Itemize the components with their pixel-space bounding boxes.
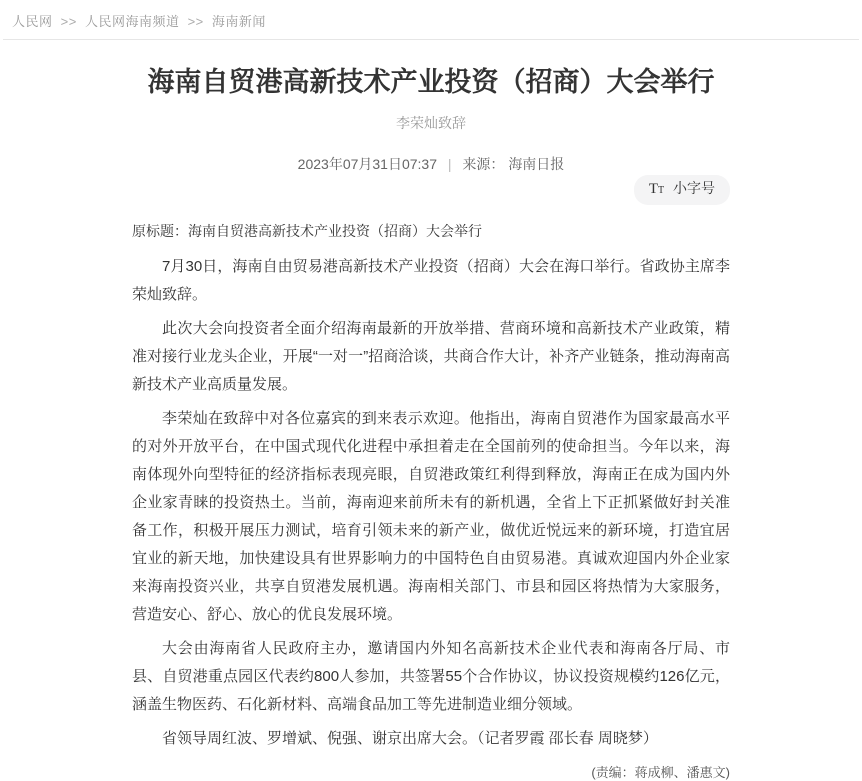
breadcrumb-separator: >> [60, 14, 77, 29]
font-size-icon: T [648, 181, 658, 197]
paragraph: 大会由海南省人民政府主办，邀请国内外知名高新技术企业代表和海南各厅局、市县、自贸港重点园区代表约800人参加，共签署55个合作协议，协议投资规模约126亿元，涵盖生物医药、石化新材料、高端食品加工等先进制造业细分领域。 [132, 640, 730, 713]
original-title: 原标题：海南自贸港高新技术产业投资（招商）大会举行 [132, 223, 482, 239]
breadcrumb-item-channel[interactable]: 人民网海南频道 [84, 14, 180, 29]
breadcrumb-item-home[interactable]: 人民网 [12, 14, 53, 29]
paragraph: 7月30日，海南自由贸易港高新技术产业投资（招商）大会在海口举行。省政协主席李荣灿致辞。 [132, 258, 730, 303]
breadcrumb [0, 0, 862, 30]
font-size-icon-small: T [658, 185, 665, 196]
article-toolbar [132, 175, 730, 203]
article-body [132, 253, 730, 753]
font-size-label: 小字号 [673, 180, 715, 196]
source-link[interactable]: 海南日报 [508, 156, 565, 172]
paragraph: 此次大会向投资者全面介绍海南最新的开放举措、营商环境和高新技术产业政策，精准对接行业龙头企业，开展“一对一”招商洽谈，共商合作大计，补齐产业链条，推动海南高新技术产业高质量发展。 [132, 320, 730, 393]
editor-credit: (责编：蒋成柳、潘惠文) [591, 765, 730, 780]
article-subtitle: 李荣灿致辞 [396, 115, 466, 131]
publish-date: 2023年07月31日07:37 [297, 156, 437, 172]
font-size-button[interactable] [634, 175, 730, 205]
paragraph: 李荣灿在致辞中对各位嘉宾的到来表示欢迎。他指出，海南自贸港作为国家最高水平的对外开放平台，在中国式现代化进程中承担着走在全国前列的使命担当。今年以来，海南体现外向型特征的经济指标表现亮眼，自贸港政策红利得到释放，海南正在成为国内外企业家青睐的投资热土。当前，海南迎来前所未有的新机遇，全省上下正抓紧做好封关准备工作，积极开展压力测试，培育引领未来的新产业，做优近悦远来的新环境，打造宜居宜业的新天地，加快建设具有世界影响力的中国特色自由贸易港。真诚欢迎国内外企业家来海南投资兴业，共享自贸港发展机遇。海南相关部门、市县和园区将热情为大家服务，营造安心、舒心、放心的优良发展环境。 [132, 410, 730, 623]
paragraph: 省领导周红波、罗增斌、倪强、谢京出席大会。（记者罗霞 邵长春 周晓梦） [162, 730, 658, 747]
page-title: 海南自贸港高新技术产业投资（招商）大会举行 [147, 67, 715, 97]
header-divider [3, 39, 859, 40]
source-label: 来源： [462, 156, 505, 172]
meta-separator: | [447, 156, 452, 172]
article-meta [132, 154, 730, 174]
article-content [132, 64, 730, 781]
breadcrumb-item-section[interactable]: 海南新闻 [211, 14, 266, 29]
breadcrumb-separator: >> [187, 14, 204, 29]
